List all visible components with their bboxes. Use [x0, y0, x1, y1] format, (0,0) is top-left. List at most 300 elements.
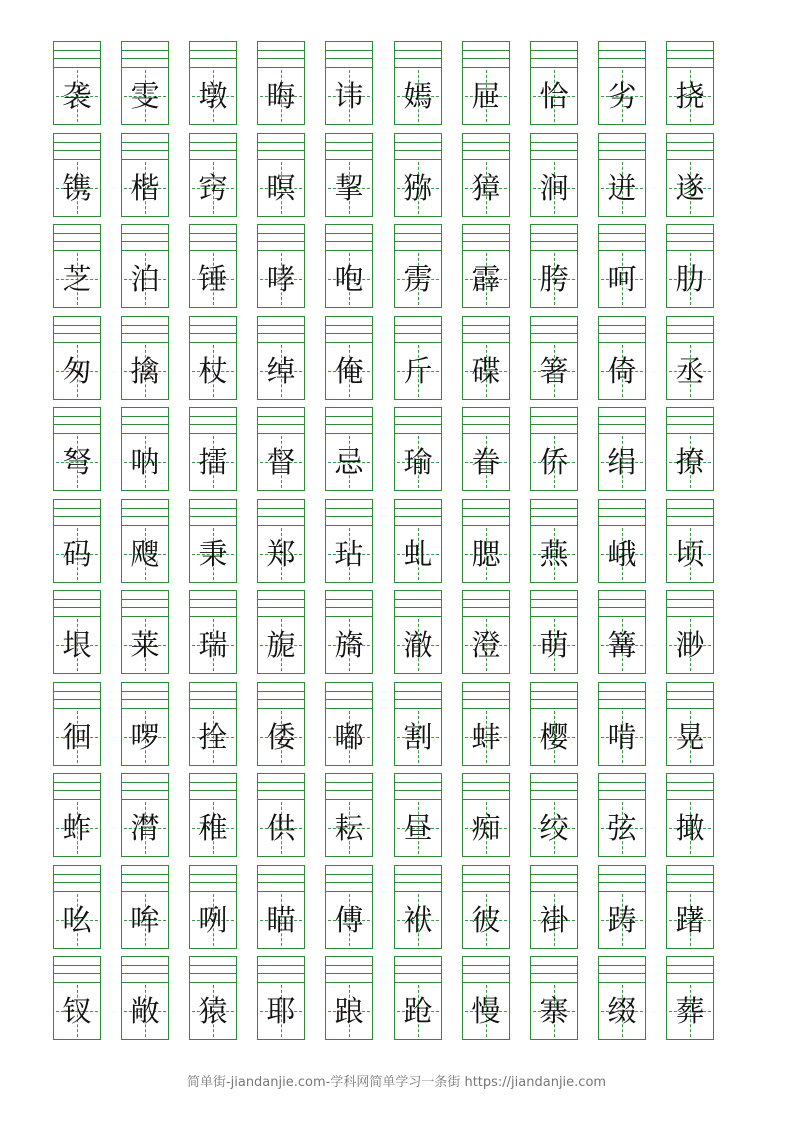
practice-cell: [53, 407, 101, 491]
pinyin-line: [667, 233, 713, 234]
pinyin-line: [395, 599, 441, 600]
pinyin-line: [531, 516, 577, 517]
pinyin-line: [667, 882, 713, 883]
pinyin-line: [122, 965, 168, 966]
hanzi-character: 樱: [539, 719, 569, 754]
character-box: [122, 616, 168, 673]
pinyin-line: [531, 607, 577, 608]
character-box: [531, 799, 577, 856]
pinyin-line: [531, 599, 577, 600]
hanzi-character: 镌: [62, 170, 92, 205]
character-box: [463, 982, 509, 1039]
practice-cell: [189, 224, 237, 308]
pinyin-line: [667, 973, 713, 974]
pinyin-line: [326, 965, 372, 966]
pinyin-line: [463, 691, 509, 692]
page-footer: 简单街-jiandanjie.com-学科网简单学习一条街 https://jiandanjie.com: [186, 1075, 607, 1090]
practice-cell: [189, 865, 237, 949]
pinyin-line: [599, 782, 645, 783]
practice-cell: [394, 773, 442, 857]
hanzi-character: 瑜: [403, 444, 433, 479]
character-box: [531, 250, 577, 307]
hanzi-character: 窍: [198, 170, 228, 205]
pinyin-line: [667, 241, 713, 242]
pinyin-line: [190, 607, 236, 608]
practice-cell: [530, 773, 578, 857]
hanzi-character: 秉: [198, 536, 228, 571]
practice-cell: [666, 956, 714, 1040]
pinyin-line: [667, 333, 713, 334]
character-box: [54, 799, 100, 856]
character-box: [395, 67, 441, 124]
practice-cell: [462, 956, 510, 1040]
practice-cell: [462, 407, 510, 491]
character-box: [667, 250, 713, 307]
pinyin-line: [531, 508, 577, 509]
practice-cell: [53, 133, 101, 217]
hanzi-character: 霹: [471, 261, 501, 296]
hanzi-character: 雯: [130, 78, 160, 113]
pinyin-line: [326, 233, 372, 234]
practice-cell: [666, 499, 714, 583]
practice-cell: [598, 41, 646, 125]
character-box: [122, 525, 168, 582]
hanzi-character: 暝: [266, 170, 296, 205]
practice-cell: [666, 224, 714, 308]
character-box: [54, 433, 100, 490]
hanzi-character: 割: [403, 719, 433, 754]
pinyin-line: [463, 973, 509, 974]
hanzi-character: 玷: [334, 536, 364, 571]
practice-cell: [189, 41, 237, 125]
hanzi-character: 墩: [198, 78, 228, 113]
pinyin-line: [531, 965, 577, 966]
hanzi-character: 晃: [675, 719, 705, 754]
pinyin-line: [122, 699, 168, 700]
pinyin-line: [54, 599, 100, 600]
character-box: [122, 67, 168, 124]
practice-cell: [257, 956, 305, 1040]
hanzi-character: 恰: [539, 78, 569, 113]
hanzi-character: 蚱: [62, 810, 92, 845]
pinyin-line: [395, 790, 441, 791]
pinyin-line: [531, 150, 577, 151]
pinyin-line: [667, 424, 713, 425]
pinyin-line: [122, 782, 168, 783]
pinyin-line: [54, 508, 100, 509]
character-box: [667, 708, 713, 765]
pinyin-line: [54, 325, 100, 326]
hanzi-character: 啃: [607, 719, 637, 754]
pinyin-line: [258, 233, 304, 234]
pinyin-line: [190, 325, 236, 326]
character-box: [190, 433, 236, 490]
hanzi-character: 踌: [607, 902, 637, 937]
pinyin-line: [122, 416, 168, 417]
hanzi-character: 郑: [266, 536, 296, 571]
character-box: [258, 525, 304, 582]
practice-cell: [530, 682, 578, 766]
character-box: [122, 891, 168, 948]
practice-cell: [394, 316, 442, 400]
practice-cell: [325, 956, 373, 1040]
pinyin-line: [258, 882, 304, 883]
pinyin-line: [463, 790, 509, 791]
hanzi-character: 寨: [539, 993, 569, 1028]
hanzi-character: 燕: [539, 536, 569, 571]
pinyin-line: [54, 973, 100, 974]
character-box: [122, 982, 168, 1039]
character-box: [122, 799, 168, 856]
hanzi-character: 腮: [471, 536, 501, 571]
practice-cell: [257, 224, 305, 308]
pinyin-line: [599, 973, 645, 974]
practice-cell: [530, 865, 578, 949]
pinyin-line: [463, 508, 509, 509]
character-box: [54, 982, 100, 1039]
pinyin-line: [54, 516, 100, 517]
practice-cell: [257, 865, 305, 949]
hanzi-character: 呐: [130, 444, 160, 479]
hanzi-character: 哞: [130, 902, 160, 937]
practice-cell: [257, 133, 305, 217]
character-box: [395, 799, 441, 856]
pinyin-line: [599, 233, 645, 234]
practice-cell: [394, 499, 442, 583]
character-box: [531, 342, 577, 399]
pinyin-line: [531, 241, 577, 242]
pinyin-line: [667, 790, 713, 791]
character-box: [667, 433, 713, 490]
pinyin-line: [54, 233, 100, 234]
hanzi-character: 挠: [675, 78, 705, 113]
hanzi-character: 遂: [675, 170, 705, 205]
pinyin-line: [122, 508, 168, 509]
hanzi-character: 斤: [403, 353, 433, 388]
pinyin-line: [599, 699, 645, 700]
pinyin-line: [258, 607, 304, 608]
practice-cell: [462, 41, 510, 125]
practice-cell: [53, 956, 101, 1040]
hanzi-character: 咧: [198, 902, 228, 937]
pinyin-line: [190, 50, 236, 51]
pinyin-line: [258, 50, 304, 51]
character-box: [54, 525, 100, 582]
practice-cell: [121, 682, 169, 766]
practice-cell: [121, 41, 169, 125]
hanzi-character: 痴: [471, 810, 501, 845]
pinyin-line: [54, 699, 100, 700]
practice-cell: [257, 41, 305, 125]
pinyin-line: [395, 699, 441, 700]
pinyin-line: [667, 516, 713, 517]
practice-cell: [325, 41, 373, 125]
pinyin-line: [531, 233, 577, 234]
pinyin-line: [463, 50, 509, 51]
pinyin-line: [258, 58, 304, 59]
hanzi-character: 嫣: [403, 78, 433, 113]
character-box: [599, 250, 645, 307]
pinyin-line: [531, 790, 577, 791]
practice-cell: [189, 133, 237, 217]
practice-cell: [598, 956, 646, 1040]
pinyin-line: [667, 150, 713, 151]
character-box: [258, 799, 304, 856]
practice-cell: [121, 956, 169, 1040]
character-box: [190, 708, 236, 765]
practice-cell: [462, 316, 510, 400]
character-box: [258, 982, 304, 1039]
pinyin-line: [258, 699, 304, 700]
pinyin-line: [395, 333, 441, 334]
hanzi-character: 弩: [62, 444, 92, 479]
pinyin-line: [599, 691, 645, 692]
hanzi-character: 耘: [334, 810, 364, 845]
pinyin-line: [395, 325, 441, 326]
practice-cell: [598, 224, 646, 308]
practice-cell: [53, 316, 101, 400]
hanzi-character: 敞: [130, 993, 160, 1028]
pinyin-line: [258, 333, 304, 334]
character-box: [122, 250, 168, 307]
pinyin-line: [122, 424, 168, 425]
hanzi-character: 跄: [403, 993, 433, 1028]
pinyin-line: [54, 607, 100, 608]
pinyin-line: [395, 508, 441, 509]
pinyin-line: [258, 516, 304, 517]
practice-cell: [598, 499, 646, 583]
pinyin-line: [326, 142, 372, 143]
pinyin-line: [667, 782, 713, 783]
character-box: [54, 891, 100, 948]
practice-cell: [530, 499, 578, 583]
pinyin-line: [463, 241, 509, 242]
pinyin-line: [395, 973, 441, 974]
pinyin-line: [54, 241, 100, 242]
character-box: [258, 250, 304, 307]
pinyin-line: [599, 142, 645, 143]
hanzi-character: 泊: [130, 261, 160, 296]
character-box: [667, 891, 713, 948]
character-box: [395, 250, 441, 307]
character-box: [326, 891, 372, 948]
hanzi-character: 澄: [471, 627, 501, 662]
pinyin-line: [463, 150, 509, 151]
pinyin-line: [190, 233, 236, 234]
hanzi-character: 稚: [198, 810, 228, 845]
practice-cell: [598, 590, 646, 674]
hanzi-character: 胯: [539, 261, 569, 296]
practice-cell: [598, 133, 646, 217]
practice-cell: [121, 773, 169, 857]
hanzi-character: 俺: [334, 353, 364, 388]
character-box: [190, 799, 236, 856]
pinyin-line: [463, 233, 509, 234]
pinyin-line: [395, 416, 441, 417]
hanzi-character: 供: [266, 810, 296, 845]
practice-cell: [530, 133, 578, 217]
practice-cell: [121, 133, 169, 217]
hanzi-character: 袱: [403, 902, 433, 937]
practice-cell: [666, 133, 714, 217]
pinyin-line: [326, 333, 372, 334]
character-box: [190, 982, 236, 1039]
pinyin-line: [122, 142, 168, 143]
pinyin-line: [531, 699, 577, 700]
character-box: [122, 342, 168, 399]
pinyin-line: [599, 965, 645, 966]
hanzi-character: 绰: [266, 353, 296, 388]
practice-cell: [325, 316, 373, 400]
character-box: [667, 982, 713, 1039]
character-box: [463, 433, 509, 490]
character-box: [54, 250, 100, 307]
character-box: [326, 708, 372, 765]
practice-cell: [666, 41, 714, 125]
hanzi-character: 咆: [334, 261, 364, 296]
character-box: [326, 982, 372, 1039]
hanzi-character: 垠: [62, 627, 92, 662]
pinyin-line: [326, 874, 372, 875]
pinyin-line: [190, 882, 236, 883]
pinyin-line: [599, 874, 645, 875]
hanzi-character: 昼: [403, 810, 433, 845]
practice-cell: [598, 865, 646, 949]
pinyin-line: [395, 607, 441, 608]
character-box: [326, 67, 372, 124]
pinyin-line: [54, 333, 100, 334]
practice-cell: [325, 590, 373, 674]
pinyin-line: [463, 424, 509, 425]
character-box: [463, 342, 509, 399]
pinyin-line: [54, 416, 100, 417]
character-box: [599, 342, 645, 399]
pinyin-line: [326, 782, 372, 783]
pinyin-line: [258, 416, 304, 417]
pinyin-line: [395, 58, 441, 59]
pinyin-line: [54, 874, 100, 875]
pinyin-line: [531, 882, 577, 883]
pinyin-line: [667, 874, 713, 875]
hanzi-character: 码: [62, 536, 92, 571]
practice-cell: [189, 499, 237, 583]
hanzi-character: 蚌: [471, 719, 501, 754]
character-box: [531, 616, 577, 673]
practice-cell: [598, 773, 646, 857]
character-box: [667, 616, 713, 673]
pinyin-line: [54, 882, 100, 883]
pinyin-line: [463, 333, 509, 334]
pinyin-line: [667, 58, 713, 59]
character-box: [463, 67, 509, 124]
hanzi-character: 督: [266, 444, 296, 479]
character-box: [531, 67, 577, 124]
hanzi-character: 雳: [403, 261, 433, 296]
character-box: [531, 433, 577, 490]
pinyin-line: [190, 699, 236, 700]
pinyin-line: [667, 508, 713, 509]
character-box: [531, 982, 577, 1039]
character-box: [667, 342, 713, 399]
character-box: [463, 891, 509, 948]
pinyin-line: [463, 882, 509, 883]
pinyin-line: [258, 325, 304, 326]
hanzi-character: 呵: [607, 261, 637, 296]
pinyin-line: [599, 416, 645, 417]
hanzi-character: 葬: [675, 993, 705, 1028]
character-box: [667, 67, 713, 124]
practice-cell: [53, 224, 101, 308]
character-box: [395, 616, 441, 673]
pinyin-line: [326, 790, 372, 791]
pinyin-line: [395, 50, 441, 51]
practice-cell: [394, 682, 442, 766]
practice-cell: [394, 590, 442, 674]
hanzi-character: 嘟: [334, 719, 364, 754]
pinyin-line: [395, 233, 441, 234]
hanzi-character: 慢: [471, 993, 501, 1028]
character-box: [667, 159, 713, 216]
pinyin-line: [190, 782, 236, 783]
hanzi-character: 碟: [471, 353, 501, 388]
hanzi-character: 楷: [130, 170, 160, 205]
pinyin-line: [122, 241, 168, 242]
pinyin-line: [326, 973, 372, 974]
pinyin-line: [258, 150, 304, 151]
character-box: [599, 159, 645, 216]
practice-cell: [325, 407, 373, 491]
pinyin-line: [54, 691, 100, 692]
hanzi-character: 绢: [607, 444, 637, 479]
hanzi-character: 屉: [471, 78, 501, 113]
character-box: [599, 982, 645, 1039]
hanzi-character: 擒: [130, 353, 160, 388]
hanzi-character: 顷: [675, 536, 705, 571]
pinyin-line: [395, 874, 441, 875]
hanzi-character: 匆: [62, 353, 92, 388]
practice-cell: [462, 865, 510, 949]
hanzi-character: 晦: [266, 78, 296, 113]
character-box: [326, 342, 372, 399]
pinyin-line: [667, 50, 713, 51]
pinyin-line: [258, 599, 304, 600]
character-box: [54, 342, 100, 399]
hanzi-character: 瑞: [198, 627, 228, 662]
pinyin-line: [54, 142, 100, 143]
practice-cell: [394, 956, 442, 1040]
practice-cell: [325, 773, 373, 857]
practice-cell: [121, 499, 169, 583]
practice-cell: [530, 407, 578, 491]
pinyin-line: [667, 416, 713, 417]
practice-cell: [189, 590, 237, 674]
practice-cell: [53, 41, 101, 125]
character-box: [463, 250, 509, 307]
character-box: [599, 433, 645, 490]
pinyin-line: [326, 508, 372, 509]
pinyin-line: [190, 424, 236, 425]
pinyin-line: [54, 790, 100, 791]
pinyin-line: [122, 50, 168, 51]
character-box: [258, 891, 304, 948]
pinyin-line: [122, 607, 168, 608]
practice-cell: [666, 407, 714, 491]
pinyin-line: [326, 416, 372, 417]
hanzi-character: 锤: [198, 261, 228, 296]
character-box: [463, 616, 509, 673]
pinyin-line: [326, 325, 372, 326]
hanzi-character: 猿: [198, 993, 228, 1028]
